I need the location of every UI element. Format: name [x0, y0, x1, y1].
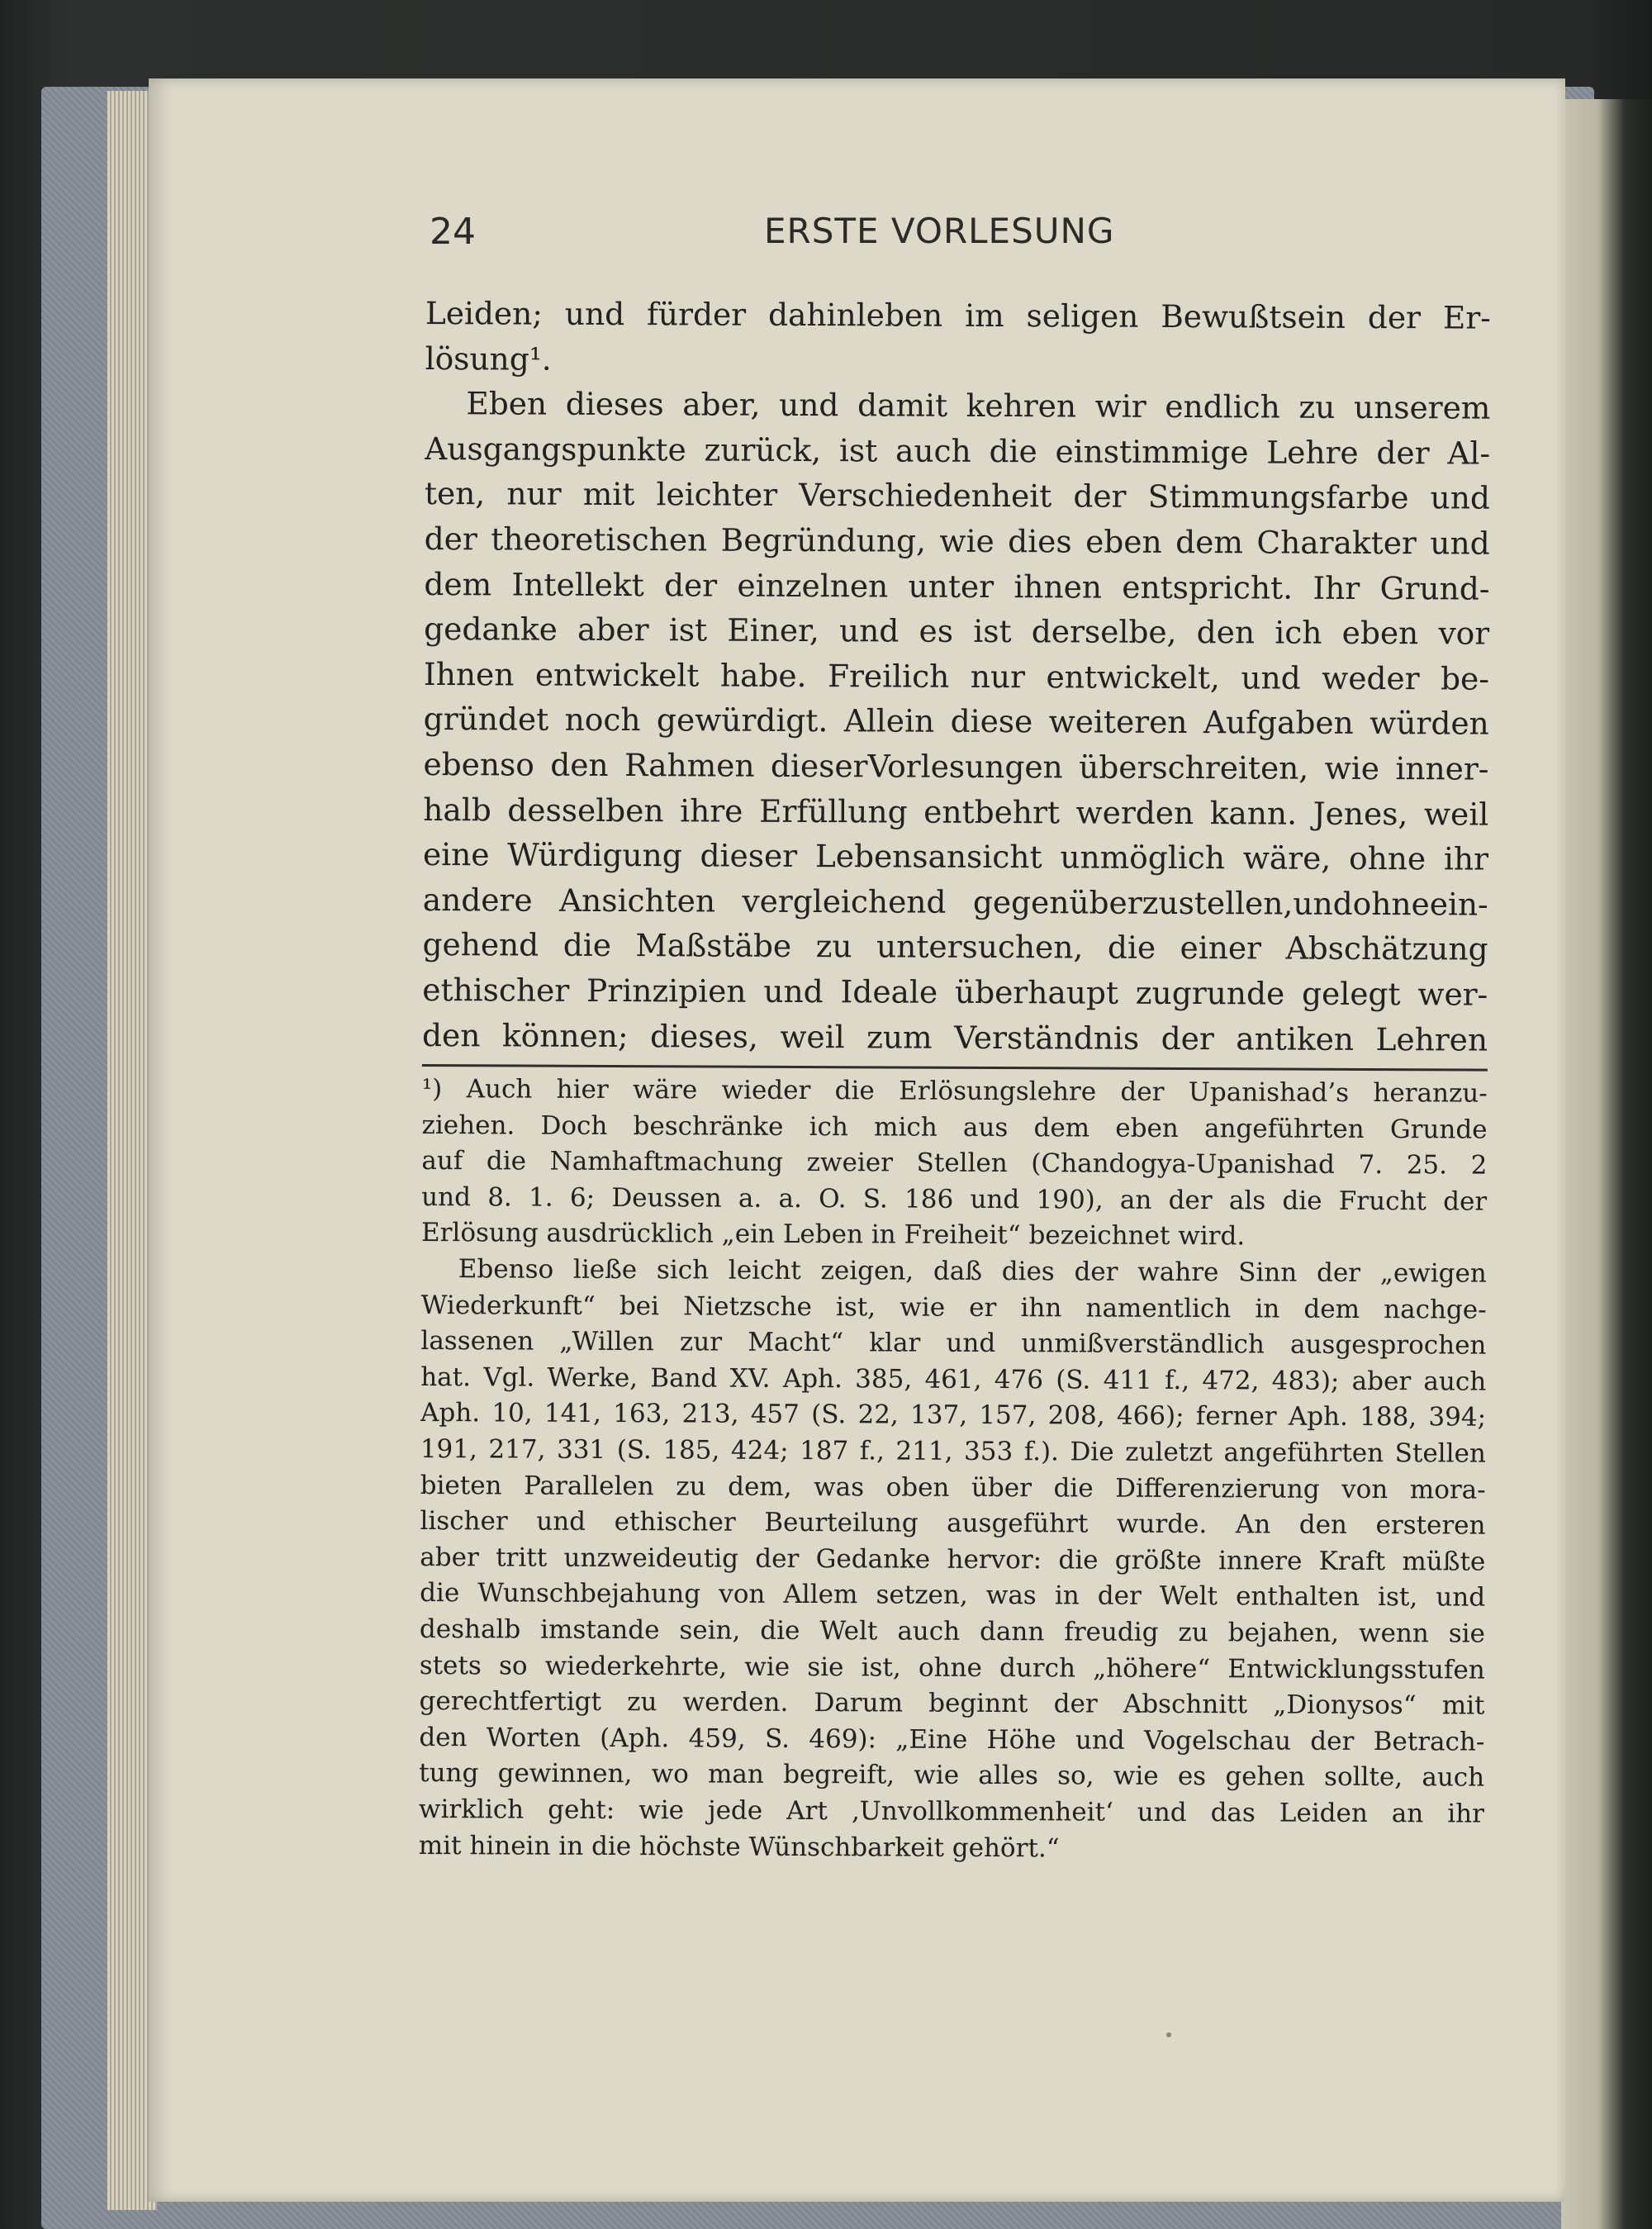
- footnote-rule: [422, 1064, 1488, 1072]
- footnote-line: tung gewinnen, wo man begreift, wie alles so, wie es gehen sollte, auch: [419, 1758, 1485, 1793]
- main-text: [422, 291, 1491, 1062]
- footnote-line: und 8. 1. 6; Deussen a. a. O. S. 186 und 190), an der als die Frucht der: [421, 1181, 1488, 1217]
- text-line: der theoretischen Begründung, wie dies eben dem Charakter und: [424, 520, 1490, 562]
- text-line: lösung¹.: [425, 340, 552, 378]
- running-head: ERSTE VORLESUNG: [764, 211, 1115, 251]
- text-line: den können; dieses, weil zum Verständnis der antiken Lehren: [421, 1016, 1488, 1058]
- footnote-line: hat. Vgl. Werke, Band XV. Aph. 385, 461, 476 (S. 411 f., 472, 483); aber auch: [420, 1362, 1487, 1397]
- text-line: gehend die Maßstäbe zu untersuchen, die einer Abschätzung: [422, 926, 1488, 967]
- footnotes: [419, 1072, 1488, 1869]
- text-line: andere Ansichten vergleichend gegenüberzustellen,undohneein-: [422, 881, 1488, 923]
- text-line: Eben dieses aber, und damit kehren wir endlich zu unserem: [466, 385, 1491, 426]
- footnote-line: bieten Parallelen zu dem, was oben über die Differenzierung von mora-: [420, 1470, 1486, 1505]
- text-line: gedanke aber ist Einer, und es ist derselbe, den ich eben vor: [424, 611, 1490, 652]
- footnote-line: Erlösung ausdrücklich „ein Leben in Freiheit“ bezeichnet wird.: [420, 1218, 1246, 1252]
- footnote-line: den Worten (Aph. 459, S. 469): „Eine Höhe und Vogelschau der Betrach-: [419, 1722, 1485, 1757]
- footnote-line: ¹) Auch hier wäre wieder die Erlösungslehre der Upanishad’s heranzu-: [421, 1074, 1488, 1109]
- text-line: Leiden; und fürder dahinleben im seligen Bewußtsein der Er-: [425, 294, 1491, 336]
- text-line: eine Würdigung dieser Lebensansicht unmöglich wäre, ohne ihr: [422, 836, 1489, 877]
- footnote-line: lischer und ethischer Beurteilung ausgeführt wurde. An den ersteren: [420, 1506, 1486, 1541]
- footnote-line: mit hinein in die höchste Wünschbarkeit gehört.“: [418, 1830, 1060, 1863]
- page-header: [430, 211, 1479, 269]
- text-line: ebenso den Rahmen dieserVorlesungen überschreiten, wie inner-: [423, 745, 1489, 787]
- footnote-line: aber tritt unzweideutig der Gedanke hervor: die größte innere Kraft müßte: [420, 1542, 1486, 1577]
- footnote-line: 191, 217, 331 (S. 185, 424; 187 f., 211, 353 f.). Die zuletzt angeführten Stellen: [420, 1434, 1486, 1469]
- page-body: [419, 291, 1491, 1869]
- facing-page-edge: [1561, 99, 1652, 2229]
- footnote-line: stets so wiederkehrte, wie sie ist, ohne durch „höhere“ Entwicklungsstufen: [419, 1650, 1485, 1685]
- footnote-line: auf die Namhaftmachung zweier Stellen (Chandogya-Upanishad 7. 25. 2: [421, 1146, 1488, 1181]
- footnote-line: gerechtfertigt zu werden. Darum beginnt der Abschnitt „Dionysos“ mit: [419, 1686, 1485, 1721]
- text-line: halb desselben ihre Erfüllung entbehrt werden kann. Jenes, weil: [423, 791, 1489, 833]
- footnote-line: Wiederkunft“ bei Nietzsche ist, wie er ihn namentlich in dem nachge-: [420, 1290, 1487, 1325]
- text-line: ten, nur mit leichter Verschiedenheit der Stimmungsfarbe und: [424, 475, 1491, 517]
- footnote-line: Ebenso ließe sich leicht zeigen, daß dies der wahre Sinn der „ewigen: [458, 1254, 1487, 1289]
- text-line: gründet noch gewürdigt. Allein diese weiteren Aufgaben würden: [423, 701, 1489, 742]
- footnote-line: wirklich geht: wie jede Art ‚Unvollkommenheit‘ und das Leiden an ihr: [418, 1794, 1485, 1829]
- footnote-line: ziehen. Doch beschränke ich mich aus dem eben angeführten Grunde: [421, 1110, 1488, 1145]
- footnote-line: Aph. 10, 141, 163, 213, 457 (S. 22, 137, 157, 208, 466); ferner Aph. 188, 394;: [420, 1398, 1487, 1433]
- text-line: dem Intellekt der einzelnen unter ihnen entspricht. Ihr Grund-: [424, 565, 1490, 607]
- page-number: 24: [430, 211, 476, 253]
- ink-speck: [1166, 2032, 1171, 2037]
- footnote-line: deshalb imstande sein, die Welt auch dann freudig zu bejahen, wenn sie: [419, 1614, 1485, 1649]
- text-line: Ihnen entwickelt habe. Freilich nur entwickelt, und weder be-: [423, 655, 1490, 697]
- text-line: Ausgangspunkte zurück, ist auch die einstimmige Lehre der Al-: [425, 430, 1491, 472]
- footnote-line: die Wunschbejahung von Allem setzen, was in der Welt enthalten ist, und: [420, 1578, 1486, 1614]
- text-line: ethischer Prinzipien und Ideale überhaupt zugrunde gelegt wer-: [422, 971, 1488, 1013]
- footnote-line: lassenen „Willen zur Macht“ klar und unmißverständlich ausgesprochen: [420, 1326, 1487, 1361]
